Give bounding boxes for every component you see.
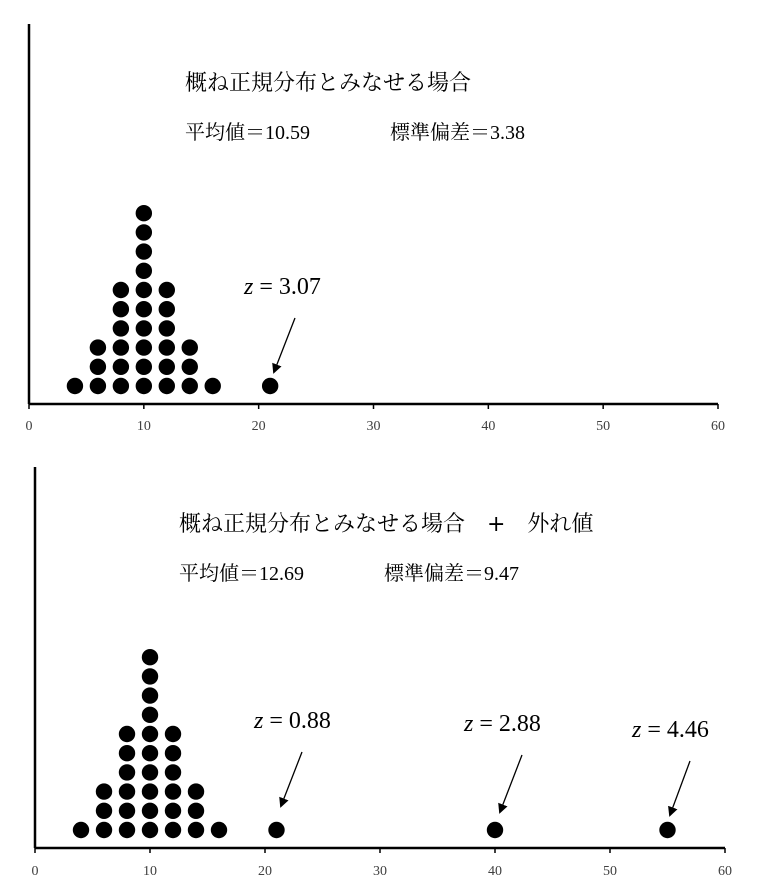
panel2-data-point [119,745,135,761]
panel2-x-tick-label: 60 [718,864,732,879]
panel1-mean-label: 平均値＝ [185,120,265,144]
panel2-data-point [165,745,181,761]
panel2-data-point [119,822,135,838]
panel2-data-point [487,822,503,838]
panel1-mean-value: 10.59 [265,122,310,144]
panel2-data-point [142,726,158,742]
panel1-data-point [136,282,152,298]
panel1-data-point [159,359,175,375]
panel2-data-point [165,764,181,780]
panel2-mean-label: 平均値＝ [179,561,259,585]
panel1-data-point [136,205,152,221]
panel1-x-tick-label: 0 [25,419,33,434]
panel1-x-tick-label: 40 [481,419,496,434]
panel2-x-tick-label: 50 [603,864,617,879]
panel2-title: 概ね正規分布とみなせる場合 + 外れ値 [179,512,594,537]
panel1-sd-value: 3.38 [490,122,525,144]
panel2-data-point [188,822,204,838]
panel1-data-point [182,378,198,394]
panel1-data-point [113,359,129,375]
panel1-data-point [136,243,152,259]
panel1-data-point [159,301,175,317]
panel1-data-point [136,301,152,317]
panel2-x-tick-label: 30 [373,864,387,879]
panel1-stats [185,120,310,144]
panel1-data-point [136,263,152,279]
panel1-sd-label: 標準偏差＝ [390,120,490,144]
panel2-z-value: = 0.88 [263,708,331,734]
panel1-data-point [90,378,106,394]
panel2-data-point [119,726,135,742]
panel2-data-point [142,649,158,665]
panel2-data-point [142,707,158,723]
panel1-title: 概ね正規分布とみなせる場合 [185,71,472,96]
panel1-data-point [159,282,175,298]
panel1-x-tick-label: 50 [596,419,611,434]
panel2-stats [179,561,304,585]
panel1-data-point [113,339,129,355]
panel2-data-point [119,783,135,799]
panel1-data-point [136,359,152,375]
panel2-data-point [165,783,181,799]
panel2-z-annotation [253,708,331,734]
panel1-stats-sd [390,120,525,144]
panel2-data-point [211,822,227,838]
panel1-data-point [90,339,106,355]
panel2-data-point [142,745,158,761]
panel1-data-point [136,320,152,336]
panel1-chart [26,24,726,434]
panel2-data-point [96,803,112,819]
panel2-data-point [142,764,158,780]
panel2-data-point [268,822,284,838]
panel2-x-tick-label: 40 [488,864,502,879]
panel2-data-point [165,822,181,838]
panel2-x-tick-label: 20 [258,864,272,879]
panel2-data-point [142,822,158,838]
panel2-data-point [142,803,158,819]
panel2-annotation-arrow [500,755,522,812]
panel2-data-point [142,668,158,684]
panel2-x-tick-label: 0 [31,864,39,879]
panel2-annotation-arrow [670,761,690,815]
panel2-data-point [165,803,181,819]
panel2-data-point [96,822,112,838]
panel1-x-tick-label: 10 [136,419,151,434]
panel1-data-point [136,339,152,355]
panel2-sd-label: 標準偏差＝ [384,561,484,585]
panel1-data-point [262,378,278,394]
panel2-x-tick-label: 10 [143,864,157,879]
panel2-sd-value: 9.47 [484,563,519,585]
panel2-stats-sd [384,561,519,585]
panel1-z-annotation [243,274,321,300]
panel2-z-value: = 2.88 [473,711,541,737]
panel1-x-tick-label: 60 [711,419,725,434]
panel1-z-variable: z [244,274,254,300]
panel2-data-point [188,803,204,819]
panel2-z-annotation [463,711,541,737]
panel1-data-point [205,378,221,394]
panel1-data-point [159,339,175,355]
panel1-data-point [113,320,129,336]
panel2-data-point [119,803,135,819]
panel2-z-variable: z [254,708,264,734]
panel1-x-tick-label: 30 [366,419,381,434]
panel2-data-point [119,764,135,780]
panel1-data-point [159,378,175,394]
panel1-data-point [136,224,152,240]
panel2-data-point [165,726,181,742]
panel2-data-point [73,822,89,838]
panel1-data-point [67,378,83,394]
panel1-data-point [113,301,129,317]
panel2-mean-value: 12.69 [259,563,304,585]
panel1-data-point [136,378,152,394]
panel2-data-point [659,822,675,838]
panel1-data-point [113,378,129,394]
panel2-z-value: = 4.46 [641,717,709,743]
panel1-annotation-arrow [274,318,295,372]
panel1-data-point [159,320,175,336]
panel2-z-variable: z [464,711,474,737]
panel1-z-value: = 3.07 [253,274,321,300]
panel1-x-tick-label: 20 [251,419,266,434]
panel2-z-annotation [631,717,709,743]
panel2-annotation-arrow [281,752,302,806]
panel1-data-point [113,282,129,298]
panel2-data-point [142,783,158,799]
panel1-data-point [182,359,198,375]
panel1-data-point [182,339,198,355]
panel2-data-point [142,687,158,703]
panel1-data-point [90,359,106,375]
panel2-data-point [188,783,204,799]
panel2-chart [32,467,733,879]
panel2-data-point [96,783,112,799]
panel2-z-variable: z [632,717,642,743]
